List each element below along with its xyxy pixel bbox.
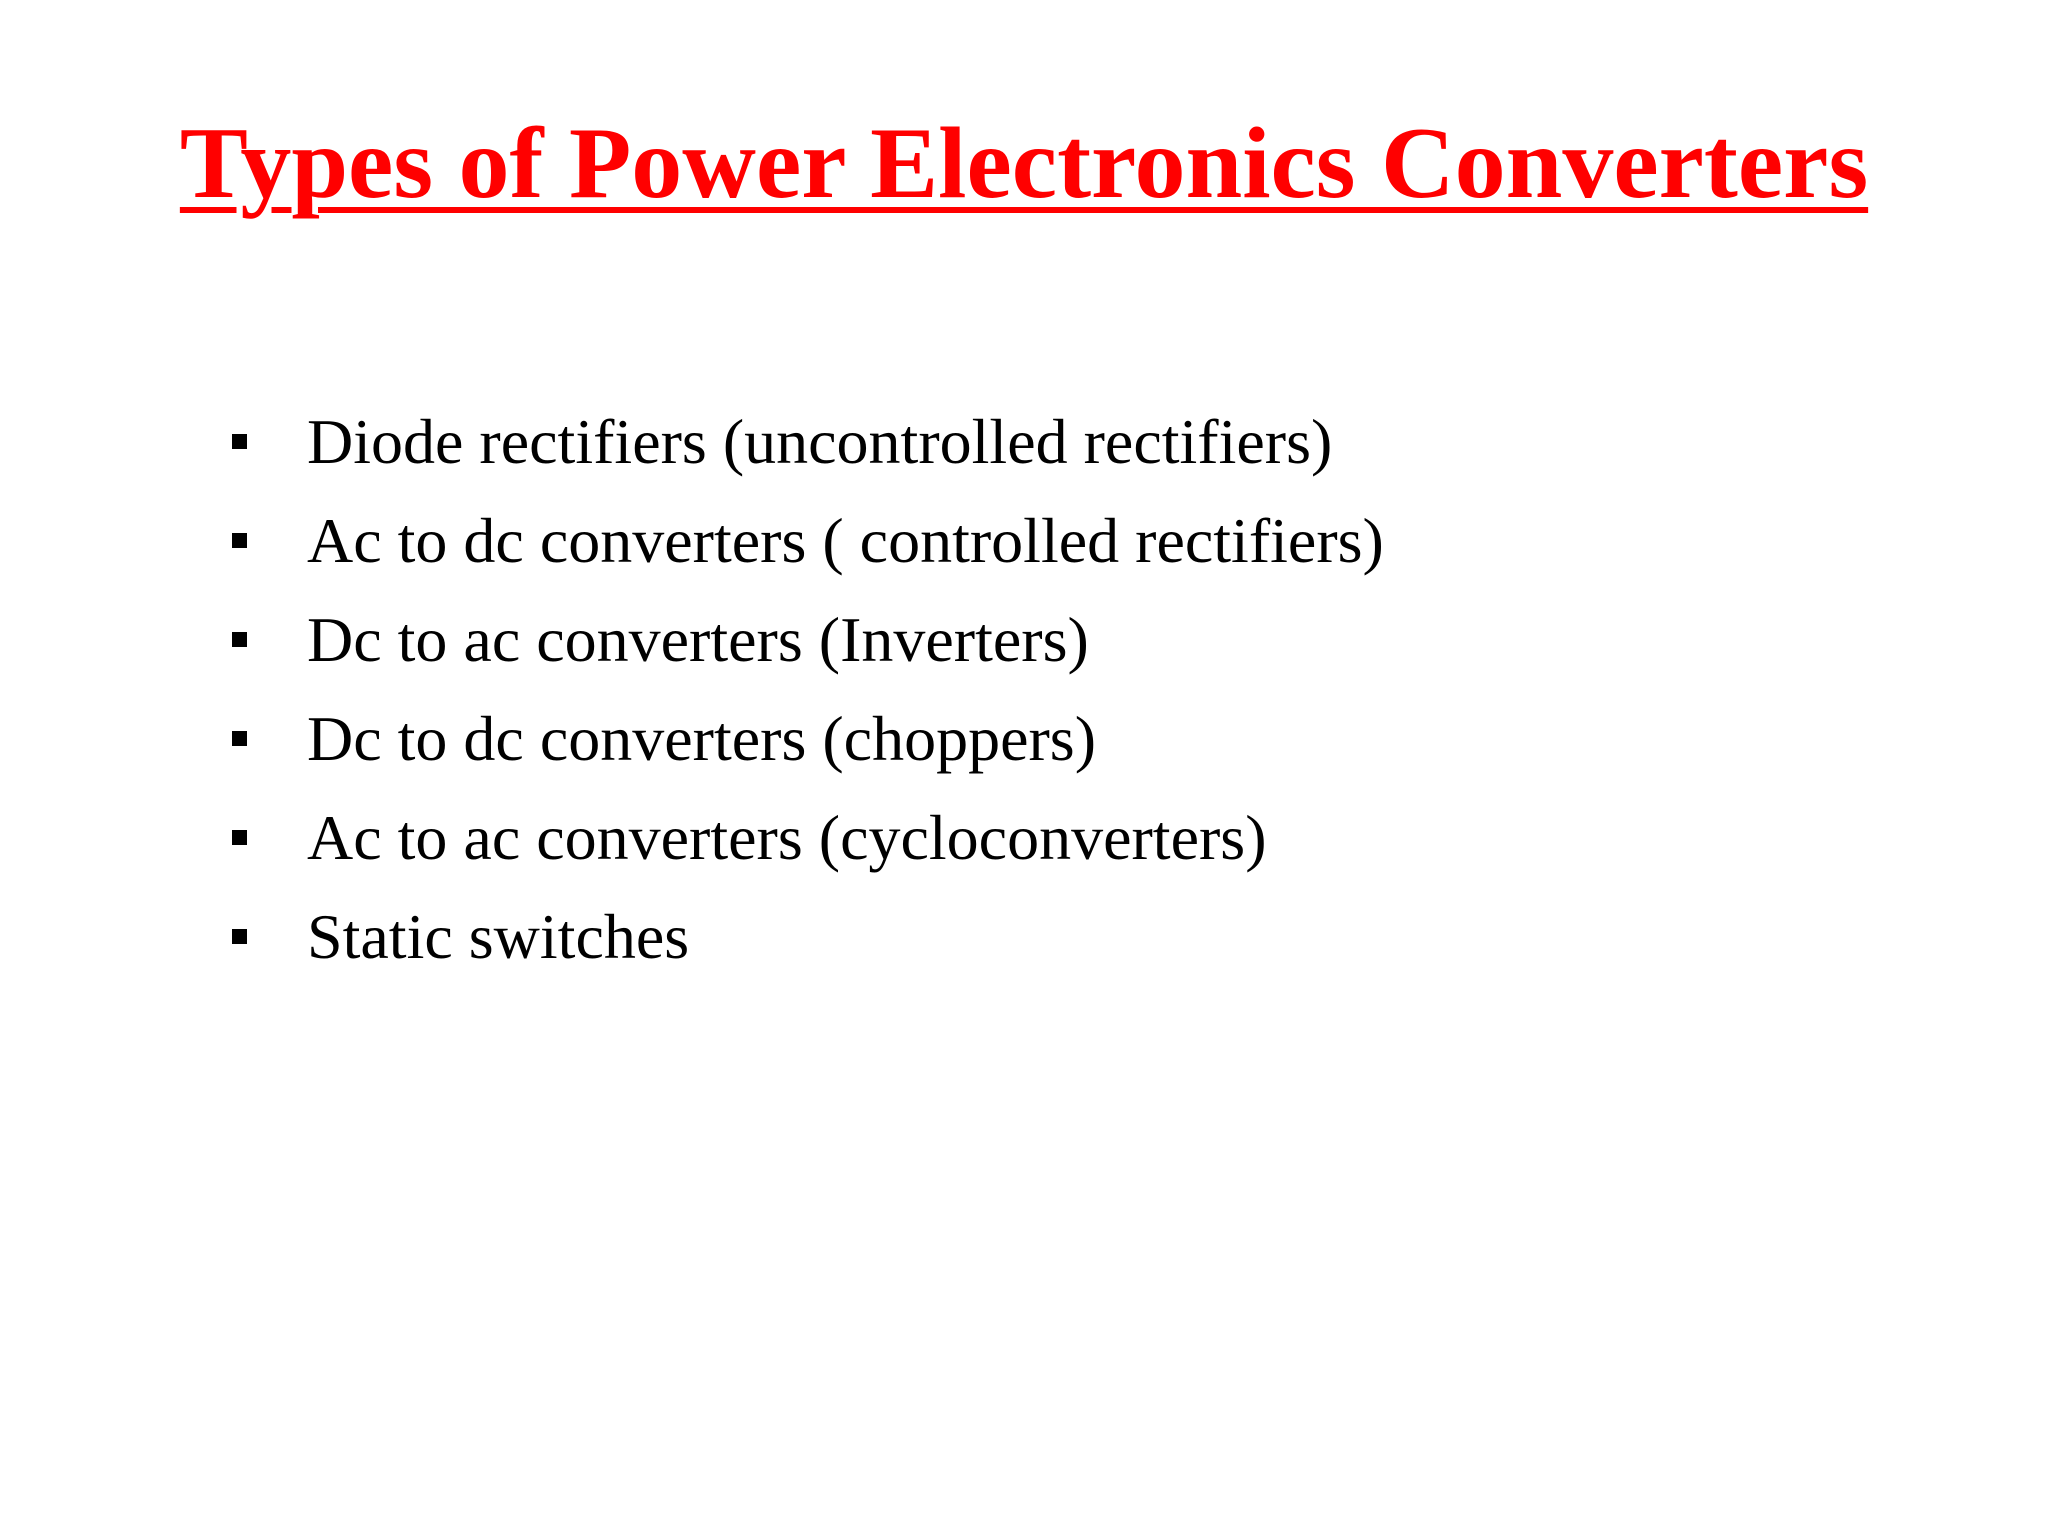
list-item: [232, 788, 1384, 887]
list-item: [232, 689, 1384, 788]
bullet-text: Ac to ac converters (cycloconverters): [307, 801, 1267, 873]
slide-title: Types of Power Electronics Converters: [179, 107, 1869, 220]
bullet-list: [232, 392, 1384, 986]
bullet-text: Ac to dc converters ( controlled rectifiers): [307, 504, 1384, 576]
list-item: [232, 491, 1384, 590]
bullet-text: Dc to ac converters (Inverters): [307, 603, 1089, 675]
square-bullet-icon: [232, 830, 247, 845]
list-item: [232, 590, 1384, 689]
square-bullet-icon: [232, 731, 247, 746]
square-bullet-icon: [232, 929, 247, 944]
bullet-text: Diode rectifiers (uncontrolled rectifiers): [307, 405, 1333, 477]
square-bullet-icon: [232, 632, 247, 647]
bullet-text: Static switches: [307, 900, 690, 972]
list-item: [232, 887, 1384, 986]
square-bullet-icon: [232, 533, 247, 548]
square-bullet-icon: [232, 434, 247, 449]
list-item: [232, 392, 1384, 491]
bullet-text: Dc to dc converters (choppers): [307, 702, 1096, 774]
